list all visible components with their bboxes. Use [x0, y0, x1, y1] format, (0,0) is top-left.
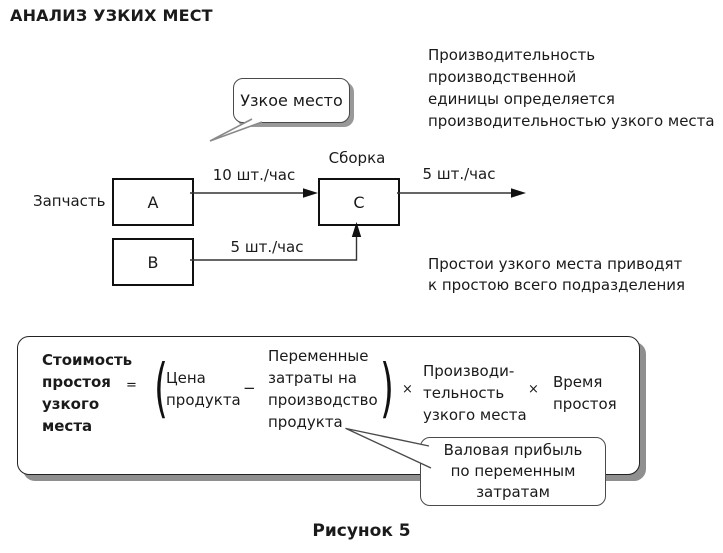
- callout-gross-profit-line: затратам: [476, 483, 550, 501]
- term-variable-costs-line: продукта: [268, 413, 343, 431]
- callout-bottleneck: [233, 78, 350, 123]
- arrowhead-output: [511, 188, 526, 198]
- term-variable-costs-line: Переменные: [268, 347, 369, 365]
- node-c-label: C: [353, 192, 365, 212]
- callout-gross-profit: [420, 437, 606, 506]
- formula-lhs-line: простоя: [42, 373, 111, 391]
- page-title: АНАЛИЗ УЗКИХ МЕСТ: [10, 6, 213, 25]
- term-downtime-line: простоя: [553, 395, 617, 413]
- callout-bottleneck-label: Узкое место: [240, 91, 343, 110]
- node-b-label: B: [147, 252, 159, 272]
- node-a-label: A: [147, 192, 159, 212]
- term-variable-costs-line: производство: [268, 391, 378, 409]
- term-price-line: продукта: [166, 391, 241, 409]
- term-variable-costs: [268, 345, 378, 433]
- formula-lhs: [42, 349, 142, 437]
- note-downtime: [428, 254, 685, 296]
- minus-sign: −: [243, 379, 256, 397]
- note-productivity-line: производительностью узкого места: [428, 112, 715, 130]
- formula-lhs-line: узкого: [42, 395, 100, 413]
- close-paren: ): [380, 352, 394, 426]
- term-downtime: [553, 371, 617, 415]
- note-productivity-line: производственной: [428, 68, 577, 86]
- note-productivity: [428, 44, 715, 132]
- note-downtime-line: Простои узкого места приводят: [428, 255, 683, 273]
- term-throughput-line: узкого места: [423, 406, 527, 424]
- assembly-label: Сборка: [328, 149, 386, 167]
- term-throughput-line: тельность: [423, 384, 505, 402]
- term-throughput: [423, 360, 527, 426]
- callout-gross-profit-line: по переменным: [450, 462, 576, 480]
- formula-lhs-line: Стоимость: [42, 351, 133, 369]
- formula-lhs-line: места: [42, 417, 93, 435]
- multiply-sign: ×: [402, 382, 413, 397]
- note-productivity-line: Производительность: [428, 46, 596, 64]
- rate-b-to-c-label: 5 шт./час: [230, 238, 304, 256]
- figure-caption: Рисунок 5: [312, 521, 411, 541]
- input-part-label: Запчасть: [33, 192, 106, 210]
- multiply-sign: ×: [528, 382, 539, 397]
- equals-sign: =: [126, 378, 137, 393]
- node-c-assembly: [318, 178, 400, 226]
- rate-output-label: 5 шт./час: [422, 165, 496, 183]
- rate-a-to-c-label: 10 шт./час: [212, 166, 296, 184]
- term-throughput-line: Производи-: [423, 362, 515, 380]
- term-downtime-line: Время: [553, 373, 603, 391]
- term-variable-costs-line: затраты на: [268, 369, 357, 387]
- node-a: [112, 178, 194, 226]
- note-downtime-line: к простою всего подразделения: [428, 276, 686, 294]
- callout-gross-profit-line: Валовая прибыль: [443, 441, 583, 459]
- open-paren: (: [154, 352, 168, 426]
- term-price-line: Цена: [166, 369, 206, 387]
- term-price: [166, 367, 241, 411]
- arrowhead-a-to-c: [303, 188, 318, 198]
- node-b: [112, 238, 194, 286]
- note-productivity-line: единицы определяется: [428, 90, 615, 108]
